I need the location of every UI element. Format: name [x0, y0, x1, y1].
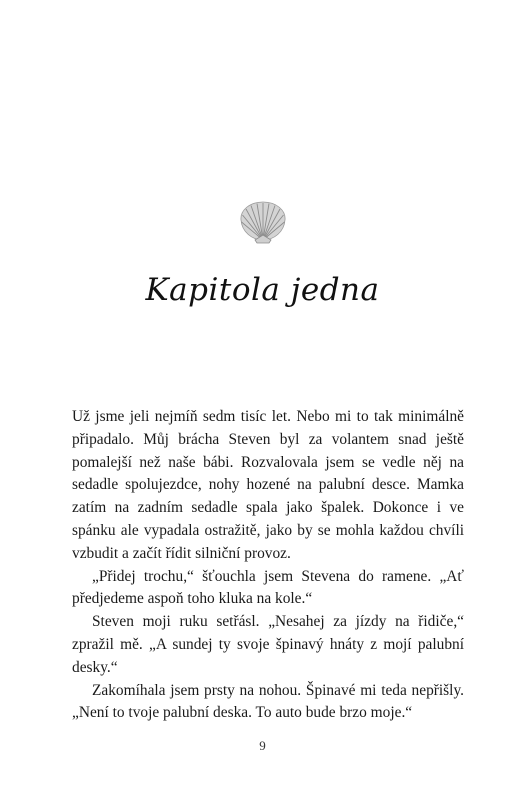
chapter-title: Kapitola jedna — [145, 272, 380, 308]
page-number: 9 — [259, 738, 266, 753]
paragraph: Steven moji ruku setřásl. „Nesahej za jízdy na řidiče,“ zpražil mě. „A sundej ty svoje špinavý hnáty z mojí palubní desky.“ — [72, 613, 464, 676]
chapter-body — [72, 406, 464, 725]
scallop-shell-icon — [238, 196, 288, 244]
paragraph: „Přidej trochu,“ šťouchla jsem Stevena do ramene. „Ať předjedeme aspoň toho kluka na kole.“ — [72, 567, 464, 608]
paragraph: Zakomíhala jsem prsty na nohou. Špinavé mi teda nepřišly. „Není to tvoje palubní deska. To auto bude brzo moje.“ — [72, 681, 464, 722]
paragraph: Už jsme jeli nejmíň sedm tisíc let. Nebo mi to tak minimálně připadalo. Můj brácha Steven byl za volantem snad ještě pomalejší než naše bábi. Rozvalovala jsem se vedle něj na sedadle spolujezdce, nohy hozené na palubní desce. Mamka zatím na zadním sedadle spala jako špalek. Dokonce i ve spánku ale vypadala ostražitě, jako by se mohla každou chvíli vzbudit a začít řídit silniční provoz. — [72, 408, 464, 562]
